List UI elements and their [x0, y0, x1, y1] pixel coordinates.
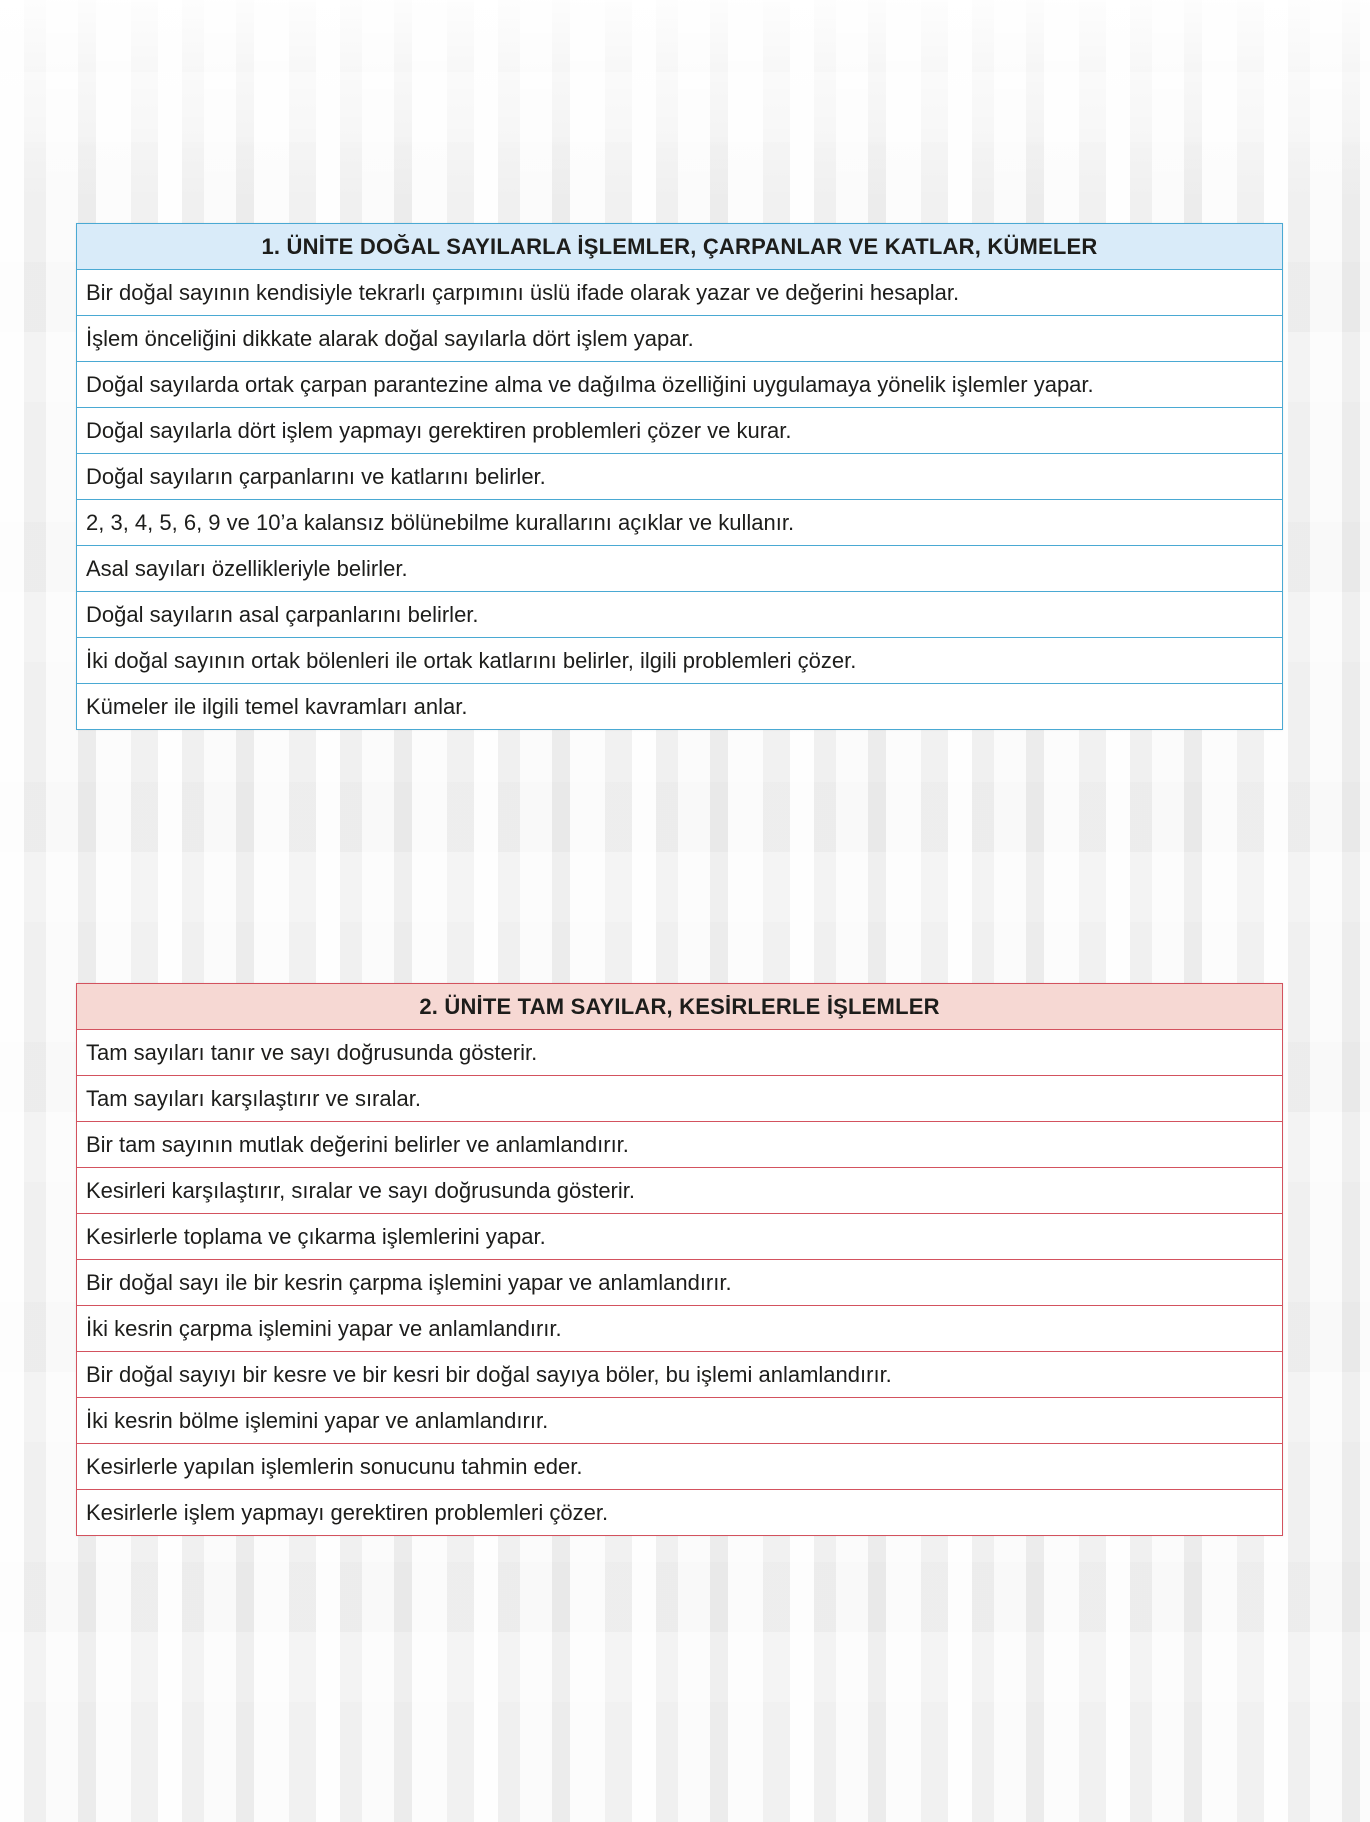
unit-1-title: 1. ÜNİTE DOĞAL SAYILARLA İŞLEMLER, ÇARPANLAR VE KATLAR, KÜMELER	[77, 224, 1283, 270]
outcome-text: Kesirlerle toplama ve çıkarma işlemlerini yapar.	[77, 1214, 1283, 1260]
table-row	[77, 1398, 1283, 1444]
outcome-text: Bir doğal sayıyı bir kesre ve bir kesri bir doğal sayıya böler, bu işlemi anlamlandırır.	[77, 1352, 1283, 1398]
outcome-text: 2, 3, 4, 5, 6, 9 ve 10’a kalansız bölünebilme kurallarını açıklar ve kullanır.	[77, 500, 1283, 546]
table-row	[77, 1352, 1283, 1398]
unit-2-header-row	[77, 984, 1283, 1030]
outcome-text: Bir doğal sayının kendisiyle tekrarlı çarpımını üslü ifade olarak yazar ve değerini hesaplar.	[77, 270, 1283, 316]
table-row	[77, 1076, 1283, 1122]
table-row	[77, 1214, 1283, 1260]
outcome-text: Doğal sayılarla dört işlem yapmayı gerektiren problemleri çözer ve kurar.	[77, 408, 1283, 454]
outcome-text: Doğal sayılarda ortak çarpan parantezine alma ve dağılma özelliğini uygulamaya yönelik işlemler yapar.	[77, 362, 1283, 408]
unit-2-outcomes-table	[76, 983, 1283, 1536]
table-row	[77, 1306, 1283, 1352]
outcome-text: İki kesrin bölme işlemini yapar ve anlamlandırır.	[77, 1398, 1283, 1444]
table-row	[77, 546, 1283, 592]
outcome-text: İşlem önceliğini dikkate alarak doğal sayılarla dört işlem yapar.	[77, 316, 1283, 362]
outcome-text: Kesirlerle yapılan işlemlerin sonucunu tahmin eder.	[77, 1444, 1283, 1490]
table-row	[77, 270, 1283, 316]
table-row	[77, 408, 1283, 454]
table-row	[77, 1168, 1283, 1214]
outcome-text: Kesirleri karşılaştırır, sıralar ve sayı doğrusunda gösterir.	[77, 1168, 1283, 1214]
table-row	[77, 1122, 1283, 1168]
unit-2-title: 2. ÜNİTE TAM SAYILAR, KESİRLERLE İŞLEMLER	[77, 984, 1283, 1030]
table-row	[77, 1260, 1283, 1306]
outcome-text: Bir doğal sayı ile bir kesrin çarpma işlemini yapar ve anlamlandırır.	[77, 1260, 1283, 1306]
outcome-text: İki kesrin çarpma işlemini yapar ve anlamlandırır.	[77, 1306, 1283, 1352]
background-fade	[0, 0, 1370, 200]
table-row	[77, 500, 1283, 546]
unit-1-header-row	[77, 224, 1283, 270]
outcome-text: Doğal sayıların asal çarpanlarını belirler.	[77, 592, 1283, 638]
outcome-text: İki doğal sayının ortak bölenleri ile ortak katlarını belirler, ilgili problemleri çözer.	[77, 638, 1283, 684]
outcome-text: Tam sayıları tanır ve sayı doğrusunda gösterir.	[77, 1030, 1283, 1076]
unit-1-outcomes-table	[76, 223, 1283, 730]
table-row	[77, 362, 1283, 408]
table-row	[77, 684, 1283, 730]
table-row	[77, 592, 1283, 638]
outcome-text: Kesirlerle işlem yapmayı gerektiren problemleri çözer.	[77, 1490, 1283, 1536]
outcome-text: Kümeler ile ilgili temel kavramları anlar.	[77, 684, 1283, 730]
outcome-text: Tam sayıları karşılaştırır ve sıralar.	[77, 1076, 1283, 1122]
table-row	[77, 316, 1283, 362]
outcome-text: Doğal sayıların çarpanlarını ve katlarını belirler.	[77, 454, 1283, 500]
outcome-text: Bir tam sayının mutlak değerini belirler ve anlamlandırır.	[77, 1122, 1283, 1168]
table-row	[77, 1444, 1283, 1490]
table-row	[77, 638, 1283, 684]
table-row	[77, 1030, 1283, 1076]
table-row	[77, 454, 1283, 500]
table-row	[77, 1490, 1283, 1536]
outcome-text: Asal sayıları özellikleriyle belirler.	[77, 546, 1283, 592]
